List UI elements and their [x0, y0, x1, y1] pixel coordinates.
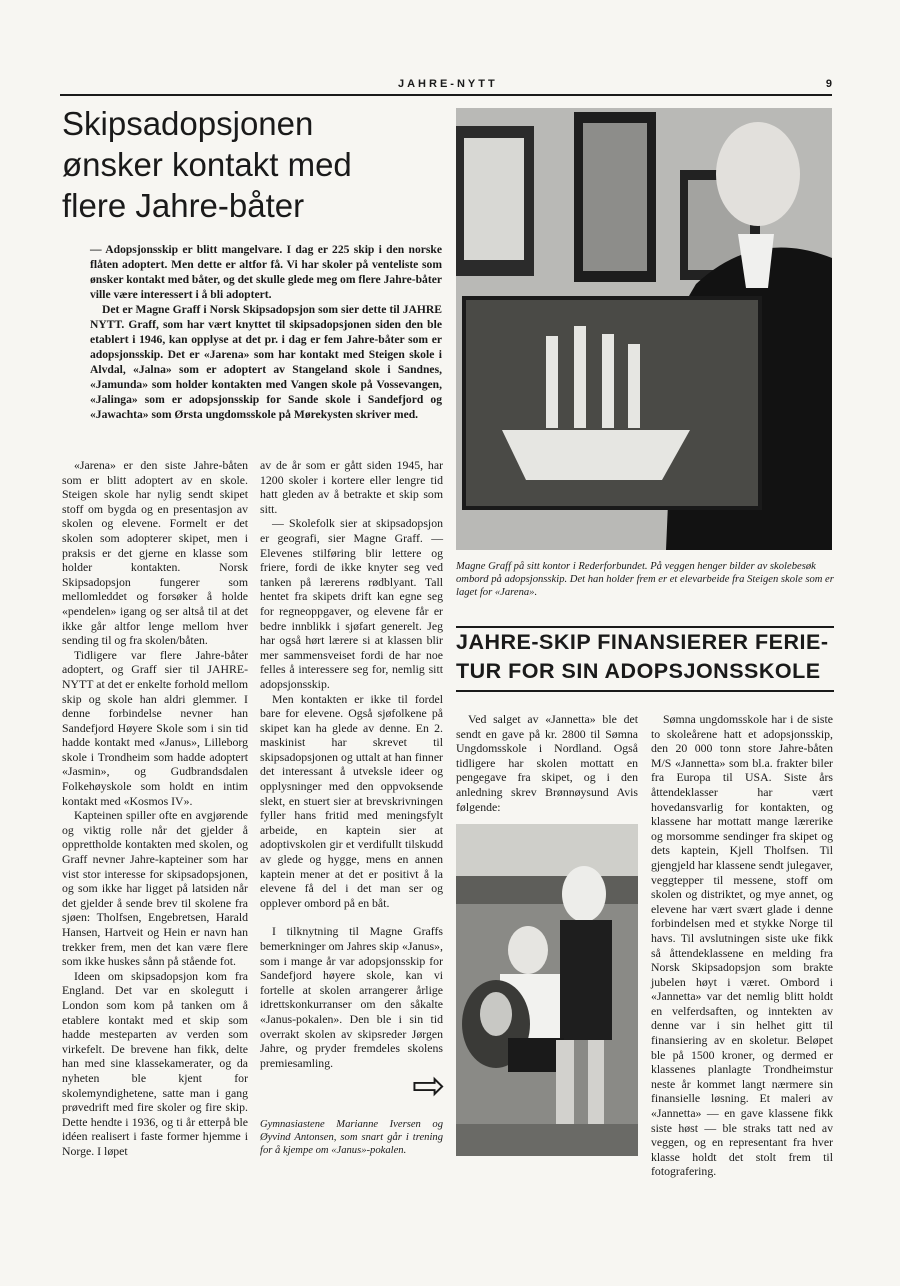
- side-column-b: [651, 712, 833, 1179]
- photo1-caption: Magne Graff på sitt kontor i Rederforbundet. På veggen henger bilder av skolebesøk ombord på adopsjonsskip. Det han holder frem er et elevarbeide fra Steigen skole som er laget for «Jarena».: [456, 561, 834, 598]
- lead-paragraph: — Adopsjonsskip er blitt mangelvare. I dag er 225 skip i den norske flåten adoptert. Men dette er altfor få. Vi har skoler på venteliste som ønsker kontakt med båter, og det skulle glede meg om flere Jahre-båter ville være interessert i å bli adoptert.: [90, 243, 442, 301]
- subhead-line: TUR FOR SIN ADOPSJONSSKOLE: [456, 659, 821, 683]
- photo-students-trophy-image: [456, 824, 638, 1156]
- article-lead: [90, 242, 442, 422]
- body-column-1: [62, 458, 248, 1159]
- continue-arrow-icon: ⇨: [412, 1063, 446, 1109]
- magazine-name: JAHRE-NYTT: [398, 78, 498, 90]
- body-paragraph: Ideen om skipsadopsjon kom fra England. Det var en skolegutt i London som kom på tanken om å etablere kontakt med et skip som hadde mesteparten av verden som virkefelt. De brevene han fikk, delte han med sine klassekamerater, og da nyheten ble kjent for skolemyndighetene, satte man i gang prøvedrift med fire skoler og fire skip. Dette hendte i 1936, og ti år etterpå ble idéen realisert i faste former hjemme i Norge. I løpet: [62, 968, 248, 1158]
- side-column-a: [456, 712, 638, 814]
- headline-line: ønsker kontakt med: [62, 146, 352, 183]
- photo-students-trophy: [456, 824, 638, 1156]
- side-article-headline: [456, 628, 834, 686]
- subhead-line: JAHRE-SKIP FINANSIERER FERIE-: [456, 630, 829, 654]
- photo-magne-graff: [456, 108, 832, 550]
- body-paragraph: Kapteinen spiller ofte en avgjørende og viktig rolle når det gjelder å opprettholde kontakten med skolen, og Graff nevner Jahre-kapteiner som har vist stor interesse for skipsadopsjonen, og som ikke har ligget på latsiden når det gjelder å sende brev til skolene fra sjøen: Tholfsen, Engebretsen, Harald Hansen, Hartveit og Hein er navn han trekker frem, men det kan være flere som ikke huskes sånn på stående fot.: [62, 808, 248, 969]
- article-headline: [62, 103, 442, 226]
- running-header: [60, 76, 832, 96]
- photo-magne-graff-image: [456, 108, 832, 550]
- headline-line: Skipsadopsjonen: [62, 105, 314, 142]
- body-paragraph: Ved salget av «Jannetta» ble det sendt en gave på kr. 2800 til Sømna Ungdomsskole i Nordland. Også tidligere har skolen mottatt en pengegave fra skipet, og i den anledning skrev Brønnøysund Avis følgende:: [456, 712, 638, 814]
- body-paragraph: Sømna ungdomsskole har i de siste to skoleårene hatt et adopsjonsskip, den 20 000 tonn store Jahre-båten M/S «Jannetta» som bl.a. frakter biler fra Europa til USA. Siste års åttendeklasser har vært hovedansvarlig for kontakten, og klassene har mottatt mange lærerike og morsomme sendinger fra skipet og dets kaptein, Kjell Tholfsen. Til gjengjeld har klassene sendt julegaver, veggtepper til messene, stoff om skolen og distriktet, og mye annet, og elevene har vært svært glade i denne forbindelsen med et stykke Norge til havs. Til avslutningen siste uke fikk så åttendeklassene en melding fra Norsk Skipsadopsjon som brakte jubelen høyt i været. Ombord i «Jannetta» var det nemlig blitt holdt en velferdsaften, og inntekten av denne var i sin helhet gitt til finansiering av en skoletur. Beløpet ble på 1500 kroner, og dermed er klassenes planlagte Trondheimstur neste år kommet langt nærmere sin finansielle løsning. Et maleri av «Jannetta» — en gave klassene fikk siste høst — ble straks tatt ned av veggen, og en representant fra hver klasse holdt det stolt frem til fotografering.: [651, 712, 833, 1179]
- body-paragraph: — Skolefolk sier at skipsadopsjon er geografi, sier Magne Graff. — Elevenes stilføring blir lettere og friere, fordi de ikke knyter seg ved tanken på lærerens rødblyant. Tall hentet fra skipets drift kan egne seg for regneoppgaver, og elevene får er bedre innblikk i sjøfart generelt. Jeg har også hørt lærere si at klassen blir mer sammensveiset fordi de har noe felles å interessere seg for, nemlig sitt adopsjonsskip.: [260, 516, 443, 691]
- body-column-2: [260, 458, 443, 1070]
- body-paragraph: I tilknytning til Magne Graffs bemerkninger om Jahres skip «Janus», som i mange år var adopsjonsskip for Sandefjord høyere skole, kan vi fortelle at skolen arrangerer årlige idrettskonkurranser om den såkalte «Janus-pokalen». Den ble i sin tid overrakt skolen av skipsreder Jørgen Jahre, og pryder fremdeles skolens premiesamling.: [260, 924, 443, 1070]
- headline-line: flere Jahre-båter: [62, 187, 305, 224]
- body-paragraph: Men kontakten er ikke til fordel bare for elevene. Også sjøfolkene på skipet kan ha glede av denne. En 2. maskinist har skrevet til skipsadopsjonen og uttalt at han finner det interessant å utveksle ideer og opplysninger med den oppvoksende slekt, en stuert sier at brevskrivningen fyller hans fritid med meningsfylt arbeide, en kaptein sier at adoptivskolen gir et verdifullt tilskudd av glede og hygge, mens en annen kaptein mener at det er positivt å la elevene få del i det man ser og opplever ombord på en båt.: [260, 691, 443, 910]
- page-number: 9: [825, 78, 832, 90]
- lead-paragraph: Det er Magne Graff i Norsk Skipsadopsjon som sier dette til JAHRE NYTT. Graff, som har vært knyttet til skipsadopsjonen siden den ble etablert i 1946, kan opplyse at det pr. i dag er fem Jahre-båter som er adopsjonsskip. Det er «Jarena» som har kontakt med Steigen skole i Alvdal, «Jalna» som er adoptert av Stangeland skole i Sandnes, «Jamunda» som holder kontakten med Vangen skole på Vossevangen, «Jalinga» som er adopsjonsskip for Sande skole i Sandefjord og «Jawachta» som Ørsta ungdomsskole på Mørekysten skriver med.: [90, 303, 442, 421]
- photo2-caption: Gymnasiastene Marianne Iversen og Øyvind Antonsen, som snart går i trening for å kjempe om «Janus»-pokalen.: [260, 1119, 443, 1156]
- headline-rule-top: [456, 626, 834, 628]
- body-paragraph: «Jarena» er den siste Jahre-båten som er blitt adoptert av en skole. Steigen skole har nylig sendt skipet stoff om bygda og en presentasjon av skolen og elevene. Formelt er det skolen som adopterer skipet, men i praksis er det gjerne en klasse som holder kontakten. Norsk Skipsadopsjon fungerer som mellomleddet og forsøker å holde «pendelen» igang og ser altså til at det ikke går altfor lenge mellom hver sending til og fra skolen/båten.: [62, 458, 248, 648]
- body-paragraph: av de år som er gått siden 1945, har 1200 skoler i kortere eller lengre tid hatt gleden av å betrakte et skip som sitt.: [260, 458, 443, 516]
- body-paragraph: Tidligere var flere Jahre-båter adoptert, og Graff sier til JAHRE-NYTT at det er enkelte forhold mellom skip og skole han aldri glemmer. I denne forbindelse nevner han Sandefjord Høyere Skole som i sin tid hadde kontakt med «Janus», Lilleborg skole i Trondheim som hadde adoptert «Jasmin», og Gudbrandsdalen Folkehøyskole som holdt en intim kontakt med «Kosmos IV».: [62, 647, 248, 808]
- headline-rule-bottom: [456, 690, 834, 692]
